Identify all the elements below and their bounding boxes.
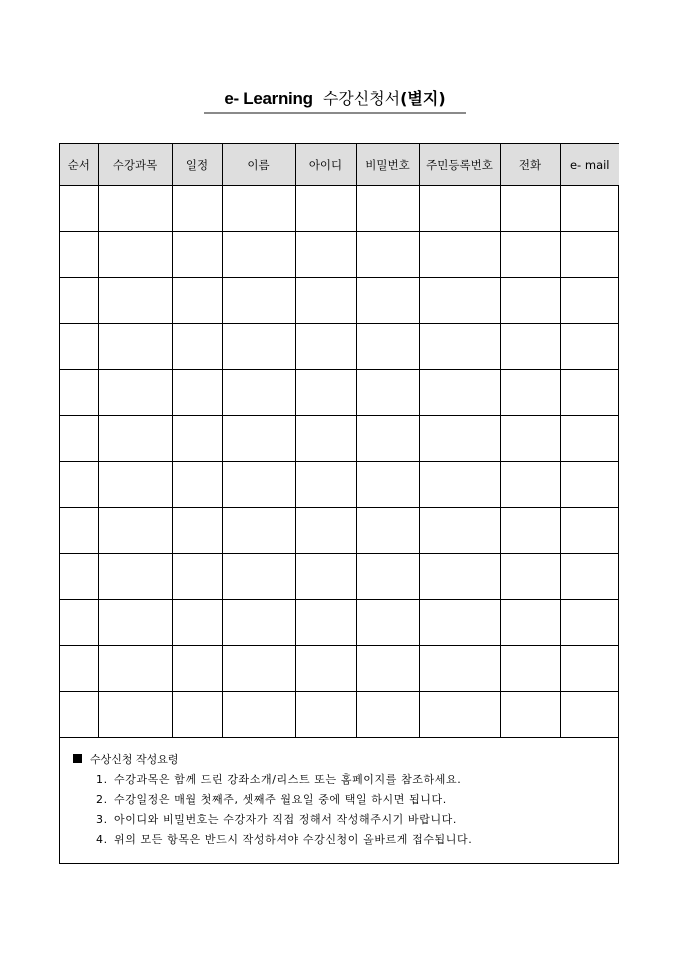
table-cell[interactable] bbox=[356, 324, 419, 370]
table-cell[interactable] bbox=[222, 324, 295, 370]
table-cell[interactable] bbox=[560, 232, 619, 278]
instruction-item: 3. 아이디와 비밀번호는 수강자가 직접 정해서 작성해주시기 바랍니다. bbox=[96, 813, 458, 826]
table-cell[interactable] bbox=[172, 554, 222, 600]
header-schedule: 일정 bbox=[172, 144, 222, 186]
table-cell[interactable] bbox=[560, 278, 619, 324]
table-row bbox=[60, 232, 619, 278]
table-cell[interactable] bbox=[419, 278, 500, 324]
table-cell[interactable] bbox=[295, 232, 356, 278]
table-cell[interactable] bbox=[295, 462, 356, 508]
table-cell[interactable] bbox=[356, 646, 419, 692]
table-cell[interactable] bbox=[60, 416, 98, 462]
table-cell[interactable] bbox=[98, 462, 172, 508]
table-cell[interactable] bbox=[560, 554, 619, 600]
instruction-item: 4. 위의 모든 항목은 반드시 작성하셔야 수강신청이 올바르게 접수됩니다. bbox=[96, 833, 473, 846]
table-cell[interactable] bbox=[500, 232, 560, 278]
header-phone: 전화 bbox=[500, 144, 560, 186]
table-cell[interactable] bbox=[295, 186, 356, 232]
table-cell[interactable] bbox=[60, 646, 98, 692]
table-cell[interactable] bbox=[98, 324, 172, 370]
table-cell[interactable] bbox=[295, 646, 356, 692]
table-cell[interactable] bbox=[500, 646, 560, 692]
table-cell[interactable] bbox=[356, 416, 419, 462]
table-row bbox=[60, 462, 619, 508]
table-header-row bbox=[60, 144, 619, 186]
table-cell[interactable] bbox=[560, 370, 619, 416]
table-cell[interactable] bbox=[419, 416, 500, 462]
table-cell[interactable] bbox=[60, 692, 98, 738]
table-cell[interactable] bbox=[222, 232, 295, 278]
table-cell[interactable] bbox=[419, 324, 500, 370]
table-cell[interactable] bbox=[98, 646, 172, 692]
table-cell[interactable] bbox=[98, 554, 172, 600]
table-cell[interactable] bbox=[356, 278, 419, 324]
header-order: 순서 bbox=[60, 144, 98, 186]
header-course: 수강과목 bbox=[98, 144, 172, 186]
square-bullet-icon bbox=[73, 754, 82, 763]
table-cell[interactable] bbox=[60, 278, 98, 324]
header-id: 아이디 bbox=[295, 144, 356, 186]
table-cell[interactable] bbox=[560, 186, 619, 232]
title-suffix: (별지) bbox=[400, 89, 446, 108]
table-cell[interactable] bbox=[60, 324, 98, 370]
table-cell[interactable] bbox=[356, 554, 419, 600]
table-cell[interactable] bbox=[172, 278, 222, 324]
table-row bbox=[60, 278, 619, 324]
table-cell[interactable] bbox=[98, 692, 172, 738]
table-cell[interactable] bbox=[500, 462, 560, 508]
table-cell[interactable] bbox=[172, 508, 222, 554]
title-underline bbox=[204, 112, 466, 114]
table-cell[interactable] bbox=[419, 370, 500, 416]
table-cell[interactable] bbox=[60, 186, 98, 232]
table-cell[interactable] bbox=[172, 462, 222, 508]
table-cell[interactable] bbox=[172, 232, 222, 278]
table-cell[interactable] bbox=[295, 692, 356, 738]
table-cell[interactable] bbox=[172, 600, 222, 646]
table-cell[interactable] bbox=[222, 554, 295, 600]
table-cell[interactable] bbox=[172, 646, 222, 692]
table-cell[interactable] bbox=[98, 600, 172, 646]
table-cell[interactable] bbox=[295, 554, 356, 600]
instruction-item: 1. 수강과목은 함께 드린 강좌소개/리스트 또는 홈페이지를 참조하세요. bbox=[96, 773, 462, 786]
table-cell[interactable] bbox=[172, 324, 222, 370]
table-cell[interactable] bbox=[98, 508, 172, 554]
table-cell[interactable] bbox=[500, 186, 560, 232]
table-cell[interactable] bbox=[419, 646, 500, 692]
table-row bbox=[60, 508, 619, 554]
application-form bbox=[59, 143, 619, 864]
table-cell[interactable] bbox=[356, 186, 419, 232]
header-email: e- mail bbox=[560, 144, 619, 186]
header-name: 이름 bbox=[222, 144, 295, 186]
table-cell[interactable] bbox=[98, 186, 172, 232]
table-row bbox=[60, 186, 619, 232]
table-cell[interactable] bbox=[222, 508, 295, 554]
table-cell[interactable] bbox=[98, 232, 172, 278]
table-row bbox=[60, 324, 619, 370]
table-cell[interactable] bbox=[419, 462, 500, 508]
table-cell[interactable] bbox=[356, 508, 419, 554]
table-cell[interactable] bbox=[500, 692, 560, 738]
table-cell[interactable] bbox=[172, 186, 222, 232]
table-cell[interactable] bbox=[560, 646, 619, 692]
application-table bbox=[60, 144, 619, 738]
table-row bbox=[60, 646, 619, 692]
table-cell[interactable] bbox=[560, 416, 619, 462]
table-row bbox=[60, 554, 619, 600]
table-cell[interactable] bbox=[560, 692, 619, 738]
table-cell[interactable] bbox=[60, 600, 98, 646]
table-cell[interactable] bbox=[500, 600, 560, 646]
table-cell[interactable] bbox=[222, 278, 295, 324]
table-cell[interactable] bbox=[295, 278, 356, 324]
table-cell[interactable] bbox=[295, 324, 356, 370]
table-cell[interactable] bbox=[222, 646, 295, 692]
table-cell[interactable] bbox=[60, 370, 98, 416]
title-english: e- Learning bbox=[224, 89, 313, 108]
table-cell[interactable] bbox=[500, 554, 560, 600]
table-cell[interactable] bbox=[222, 416, 295, 462]
table-cell[interactable] bbox=[98, 278, 172, 324]
table-cell[interactable] bbox=[419, 600, 500, 646]
table-cell[interactable] bbox=[60, 462, 98, 508]
table-cell[interactable] bbox=[560, 508, 619, 554]
table-cell[interactable] bbox=[419, 554, 500, 600]
document-title bbox=[204, 88, 466, 112]
table-cell[interactable] bbox=[222, 600, 295, 646]
table-cell[interactable] bbox=[419, 508, 500, 554]
table-cell[interactable] bbox=[222, 370, 295, 416]
table-cell[interactable] bbox=[172, 692, 222, 738]
table-cell[interactable] bbox=[295, 508, 356, 554]
table-cell[interactable] bbox=[98, 416, 172, 462]
instructions-list bbox=[96, 770, 472, 850]
table-row bbox=[60, 370, 619, 416]
table-cell[interactable] bbox=[500, 508, 560, 554]
table-cell[interactable] bbox=[356, 462, 419, 508]
table-cell[interactable] bbox=[560, 600, 619, 646]
table-cell[interactable] bbox=[500, 324, 560, 370]
table-cell[interactable] bbox=[419, 232, 500, 278]
table-row bbox=[60, 692, 619, 738]
table-cell[interactable] bbox=[560, 324, 619, 370]
table-cell[interactable] bbox=[356, 370, 419, 416]
table-cell[interactable] bbox=[500, 278, 560, 324]
table-row bbox=[60, 416, 619, 462]
table-cell[interactable] bbox=[60, 232, 98, 278]
table-cell[interactable] bbox=[295, 416, 356, 462]
table-cell[interactable] bbox=[295, 600, 356, 646]
table-cell[interactable] bbox=[98, 370, 172, 416]
table-cell[interactable] bbox=[60, 508, 98, 554]
table-cell[interactable] bbox=[419, 692, 500, 738]
table-cell[interactable] bbox=[356, 600, 419, 646]
table-cell[interactable] bbox=[560, 462, 619, 508]
header-resident-number: 주민등록번호 bbox=[419, 144, 500, 186]
table-cell[interactable] bbox=[356, 232, 419, 278]
table-cell[interactable] bbox=[500, 370, 560, 416]
table-cell[interactable] bbox=[500, 416, 560, 462]
table-cell[interactable] bbox=[222, 692, 295, 738]
table-cell[interactable] bbox=[222, 462, 295, 508]
instruction-item: 2. 수강일정은 매월 첫째주, 셋째주 월요일 중에 택일 하시면 됩니다. bbox=[96, 793, 447, 806]
table-cell[interactable] bbox=[222, 186, 295, 232]
table-cell[interactable] bbox=[172, 370, 222, 416]
instructions-heading: 수상신청 작성요령 bbox=[73, 750, 179, 770]
table-cell[interactable] bbox=[356, 692, 419, 738]
table-cell[interactable] bbox=[60, 554, 98, 600]
table-cell[interactable] bbox=[172, 416, 222, 462]
table-cell[interactable] bbox=[419, 186, 500, 232]
header-password: 비밀번호 bbox=[356, 144, 419, 186]
table-row bbox=[60, 600, 619, 646]
table-cell[interactable] bbox=[295, 370, 356, 416]
title-korean: 수강신청서 bbox=[322, 89, 401, 108]
